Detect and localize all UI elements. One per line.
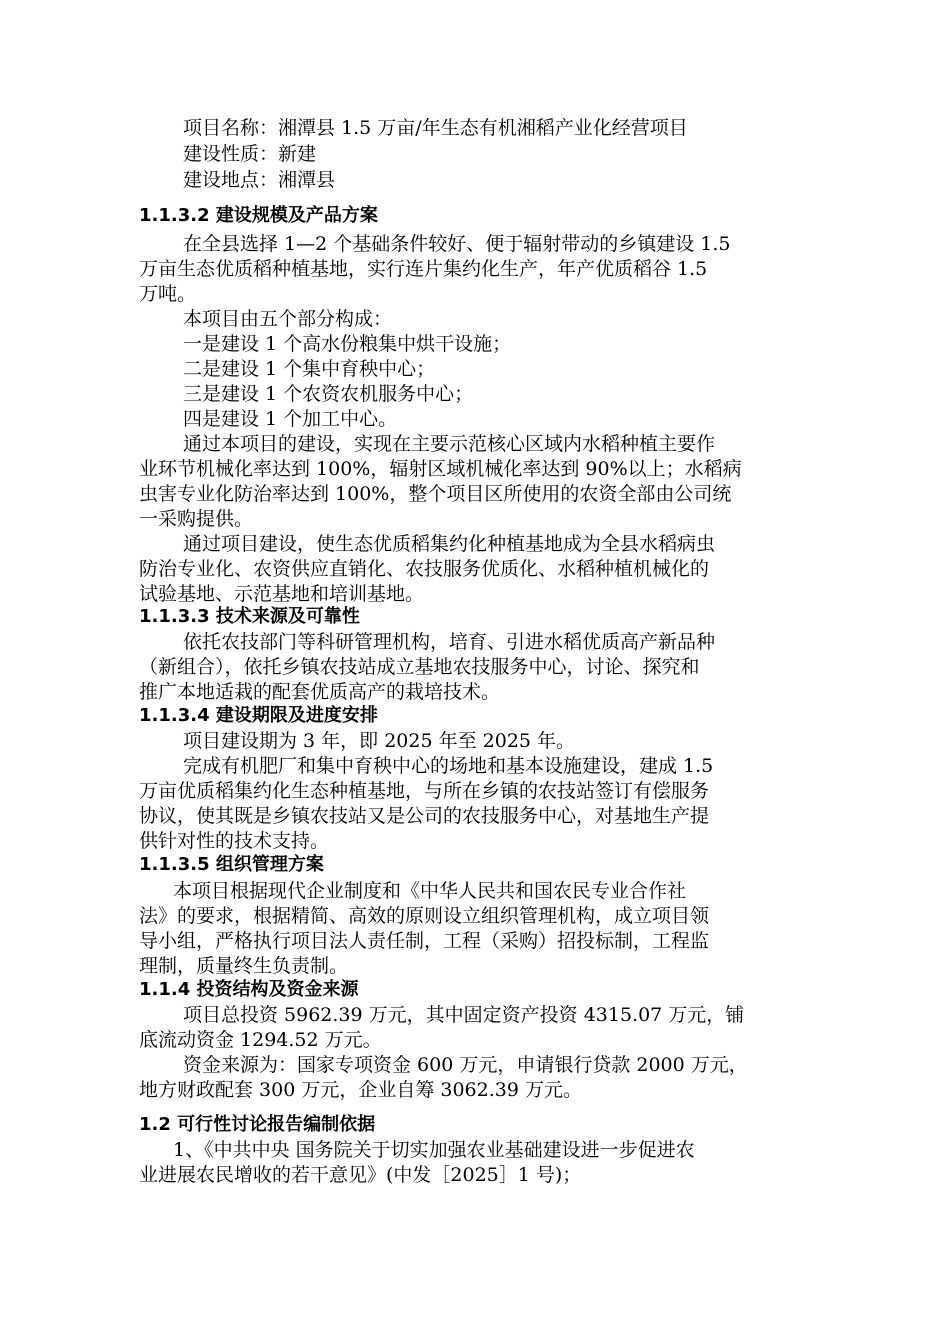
paragraph-line: 依托农技部门等科研管理机构，培育、引进水稻优质高产新品种: [183, 631, 716, 653]
section-heading: 1.1.3.2 建设规模及产品方案: [139, 205, 378, 226]
paragraph-line: 防治专业化、农资供应直销化、农技服务优质化、水稻种植机械化的: [139, 558, 710, 580]
project-name: 项目名称：湘潭县 1.5 万亩/年生态有机湘稻产业化经营项目: [183, 117, 688, 139]
paragraph-line: 协议，使其既是乡镇农技站又是公司的农技服务中心，对基地生产提: [139, 805, 710, 827]
paragraph-line: 本项目根据现代企业制度和《中华人民共和国农民专业合作社: [173, 880, 687, 902]
paragraph-line: 法》的要求，根据精简、高效的原则设立组织管理机构，成立项目领: [139, 905, 710, 927]
paragraph-line: 资金来源为：国家专项资金 600 万元，申请银行贷款 2000 万元，: [183, 1054, 748, 1076]
paragraph-line: 供针对性的技术支持。: [139, 830, 330, 852]
section-heading: 1.1.4 投资结构及资金来源: [139, 979, 359, 1000]
paragraph-line: 1、《中共中央 国务院关于切实加强农业基础建设进一步促进农: [173, 1139, 695, 1161]
paragraph-line: 虫害专业化防治率达到 100%，整个项目区所使用的农资全部由公司统: [139, 483, 732, 505]
paragraph-line: 推广本地适栽的配套优质高产的栽培技术。: [139, 681, 501, 703]
section-heading: 1.2 可行性讨论报告编制依据: [139, 1114, 376, 1135]
paragraph-line: 通过本项目的建设，实现在主要示范核心区域内水稻种植主要作: [183, 433, 716, 455]
paragraph-line: 本项目由五个部分构成：: [183, 308, 393, 330]
paragraph-line: 万吨。: [139, 283, 197, 305]
paragraph-line: 万亩优质稻集约化生态种植基地，与所在乡镇的农技站签订有偿服务: [139, 780, 710, 802]
section-heading: 1.1.3.3 技术来源及可靠性: [139, 606, 360, 627]
paragraph-line: 导小组，严格执行项目法人责任制，工程（采购）招投标制，工程监: [139, 930, 710, 952]
project-nature: 建设性质：新建: [183, 143, 317, 165]
paragraph-line: 业环节机械化率达到 100%，辐射区域机械化率达到 90%以上；水稻病: [139, 458, 742, 480]
list-item: 一是建设 1 个高水份粮集中烘干设施；: [183, 333, 512, 355]
paragraph-line: 在全县选择 1—2 个基础条件较好、便于辐射带动的乡镇建设 1.5: [183, 233, 731, 255]
paragraph-line: 业进展农民增收的若干意见》(中发［2025］1 号)；: [139, 1164, 582, 1186]
list-item: 三是建设 1 个农资农机服务中心；: [183, 383, 474, 405]
paragraph-line: 通过项目建设，使生态优质稻集约化种植基地成为全县水稻病虫: [183, 533, 716, 555]
paragraph-line: 一采购提供。: [139, 508, 254, 530]
paragraph-line: 底流动资金 1294.52 万元。: [139, 1029, 382, 1051]
paragraph-line: 试验基地、示范基地和培训基地。: [139, 583, 425, 605]
list-item: 二是建设 1 个集中育秧中心；: [183, 358, 436, 380]
paragraph-line: 理制，质量终生负责制。: [139, 955, 349, 977]
paragraph-line: 完成有机肥厂和集中育秧中心的场地和基本设施建设，建成 1.5: [183, 755, 714, 777]
section-heading: 1.1.3.4 建设期限及进度安排: [139, 705, 378, 726]
paragraph-line: 万亩生态优质稻种植基地，实行连片集约化生产，年产优质稻谷 1.5: [139, 258, 708, 280]
paragraph-line: （新组合），依托乡镇农技站成立基地农技服务中心，讨论、探究和: [139, 656, 700, 678]
section-heading: 1.1.3.5 组织管理方案: [139, 854, 324, 875]
paragraph-line: 项目建设期为 3 年，即 2025 年至 2025 年。: [183, 730, 576, 752]
paragraph-line: 地方财政配套 300 万元，企业自筹 3062.39 万元。: [139, 1079, 582, 1101]
list-item: 四是建设 1 个加工中心。: [183, 408, 398, 430]
paragraph-line: 项目总投资 5962.39 万元，其中固定资产投资 4315.07 万元，铺: [183, 1004, 745, 1026]
project-location: 建设地点：湘潭县: [183, 169, 336, 191]
